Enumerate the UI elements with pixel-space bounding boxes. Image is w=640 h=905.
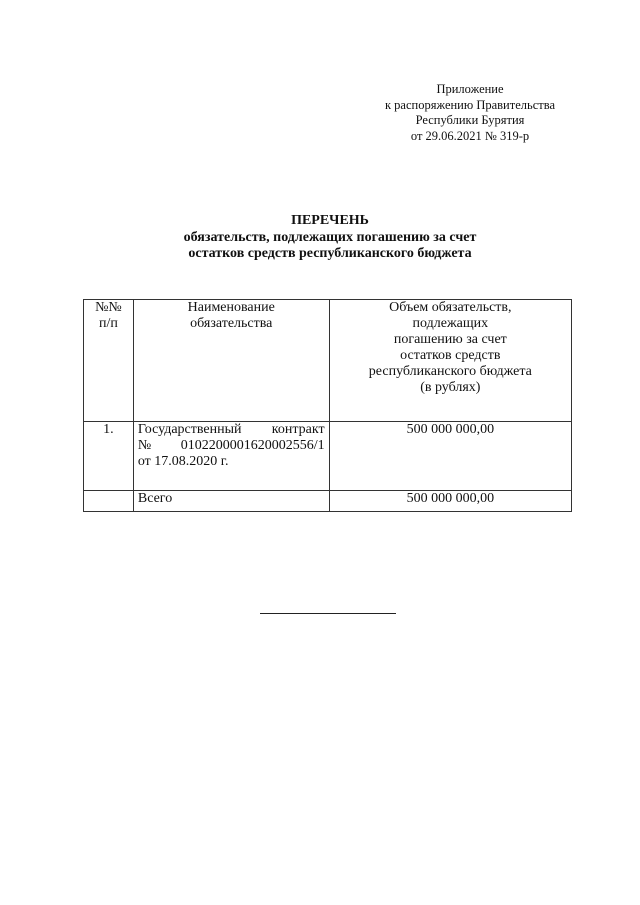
- document-title: [100, 213, 560, 263]
- total-row: [84, 491, 572, 512]
- table-header-row: [84, 300, 572, 422]
- row-name: [133, 422, 329, 491]
- total-number-cell: [84, 491, 134, 512]
- row-number: 1.: [84, 422, 134, 491]
- row-name-line: от 17.08.2020 г.: [137, 454, 229, 469]
- table-row: [84, 422, 572, 491]
- appendix-line: Республики Бурятия: [415, 113, 525, 127]
- row-name-line: Государственный контракт: [137, 422, 325, 437]
- row-name-line: № 0102200001620002556/1: [137, 438, 325, 453]
- title-subtitle-line-1: обязательств, подлежащих погашению за счет: [183, 229, 477, 245]
- header-amount: Объем обязательств, подлежащих погашению за счет остатков средств республиканского бюджета (в рублях): [329, 300, 571, 422]
- title-heading: ПЕРЕЧЕНЬ: [291, 213, 369, 228]
- appendix-line: Приложение: [436, 82, 504, 96]
- closing-separator-line: [260, 613, 396, 614]
- appendix-line: от 29.06.2021 № 319-р: [410, 128, 530, 143]
- appendix-block: [360, 82, 580, 144]
- title-subtitle-line-2: остатков средств республиканского бюджета: [188, 246, 472, 261]
- header-name: Наименование обязательства: [133, 300, 329, 422]
- appendix-line: к распоряжению Правительства: [384, 97, 555, 112]
- obligations-table: [83, 299, 572, 512]
- header-number: №№ п/п: [84, 300, 134, 422]
- total-label: Всего: [133, 491, 329, 512]
- row-amount: 500 000 000,00: [329, 422, 571, 491]
- total-amount: 500 000 000,00: [329, 491, 571, 512]
